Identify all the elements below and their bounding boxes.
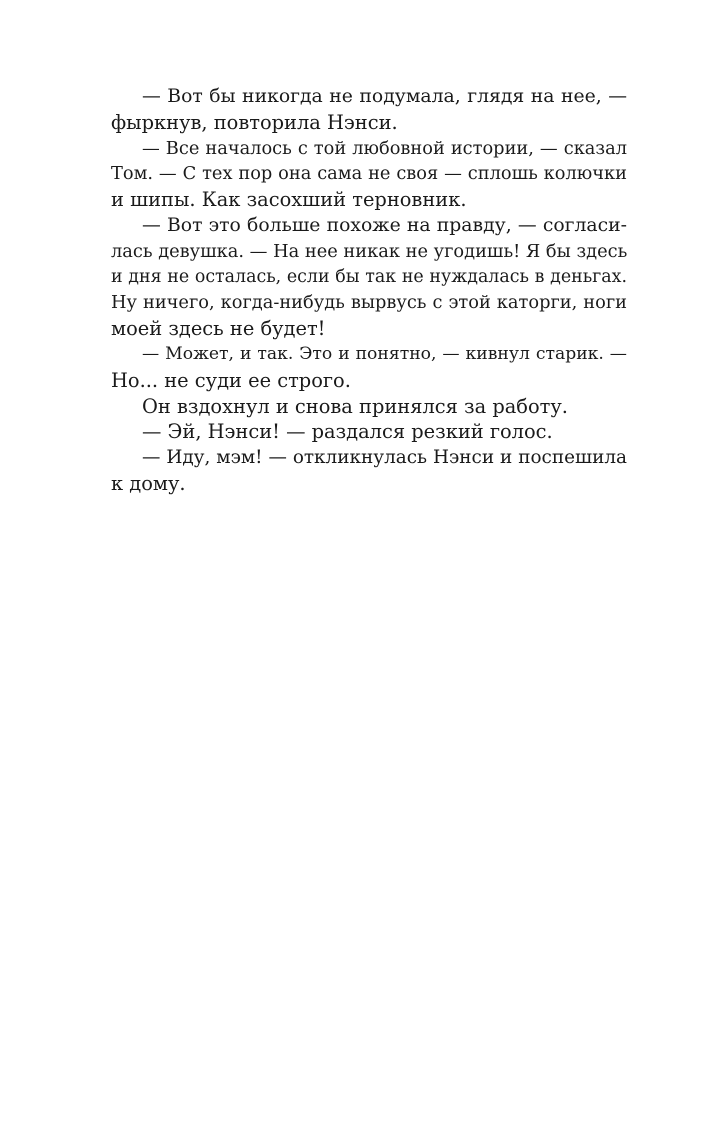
text-line: фыркнув, повторила Нэнси. [111,110,398,134]
text-line: — Эй, Нэнси! — раздался резкий голос. [142,420,553,444]
text-line: — Вот бы никогда не подумала, глядя на нее, — [142,86,627,107]
text-line: Но... не суди ее строго. [111,368,351,392]
text-line: лась девушка. — На нее никак не угодишь! Я бы здесь [111,240,628,262]
text-line: к дому. [111,471,186,495]
text-line: — Иду, мэм! — откликнулась Нэнси и поспешила [142,447,627,469]
text-line: и шипы. Как засохший терновник. [111,188,467,212]
text-line: — Все началось с той любовной истории, — сказал [142,137,627,159]
text-line: и дня не осталась, если бы так не нуждалась в деньгах. [111,266,627,287]
text-line: моей здесь не будет! [111,317,326,341]
text-line: Том. — С тех пор она сама не своя — сплошь колючки [111,163,627,185]
text-line: Он вздохнул и снова принялся за работу. [142,394,568,418]
text-line: Ну ничего, когда-нибудь вырвусь с этой каторги, ноги [111,292,627,314]
body-text [111,84,627,497]
text-line: — Может, и так. Это и понятно, — кивнул старик. — [142,343,627,364]
text-line: — Вот это больше похоже на правду, — согласи- [142,214,627,236]
